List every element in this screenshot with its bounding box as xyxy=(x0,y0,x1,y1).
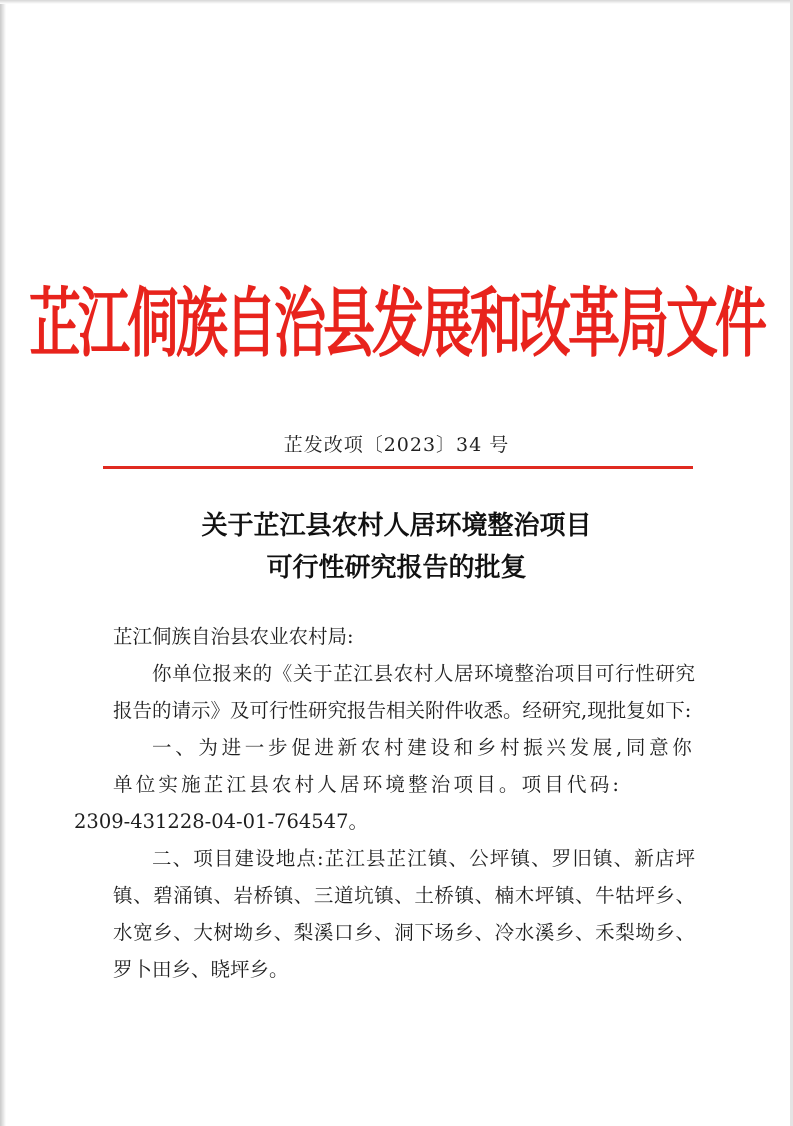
paragraph-item-2: 二、项目建设地点:芷江县芷江镇、公坪镇、罗旧镇、新店坪镇、碧涌镇、岩桥镇、三道坑镇、土桥镇、楠木坪镇、牛牯坪乡、水宽乡、大树坳乡、梨溪口乡、洞下场乡、冷水溪乡、禾梨坳乡、罗卜田乡、晓坪乡。 xyxy=(113,847,695,981)
red-divider-rule xyxy=(103,466,693,469)
project-code: 2309-431228-04-01-764547。 xyxy=(74,810,368,833)
title-line-1: 关于芷江县农村人居环境整治项目 xyxy=(201,511,592,541)
paragraph-item-1-text: 一、为进一步促进新农村建设和乡村振兴发展,同意你单位实施芷江县农村人居环境整治项目。项目代码: xyxy=(113,736,695,796)
document-number: 芷发改项〔2023〕34 号 xyxy=(283,434,510,456)
document-masthead: 芷江侗族自治县发展和改革局文件 xyxy=(28,280,764,369)
salutation: 芷江侗族自治县农业农村局: xyxy=(113,625,354,648)
document-title xyxy=(0,505,793,589)
scan-edge-top xyxy=(0,0,793,4)
paragraph-item-1 xyxy=(74,729,695,840)
paragraph-intro: 你单位报来的《关于芷江县农村人居环境整治项目可行性研究报告的请示》及可行性研究报告相关附件收悉。经研究,现批复如下: xyxy=(113,662,695,722)
document-body xyxy=(74,618,695,988)
title-line-2: 可行性研究报告的批复 xyxy=(266,553,527,583)
